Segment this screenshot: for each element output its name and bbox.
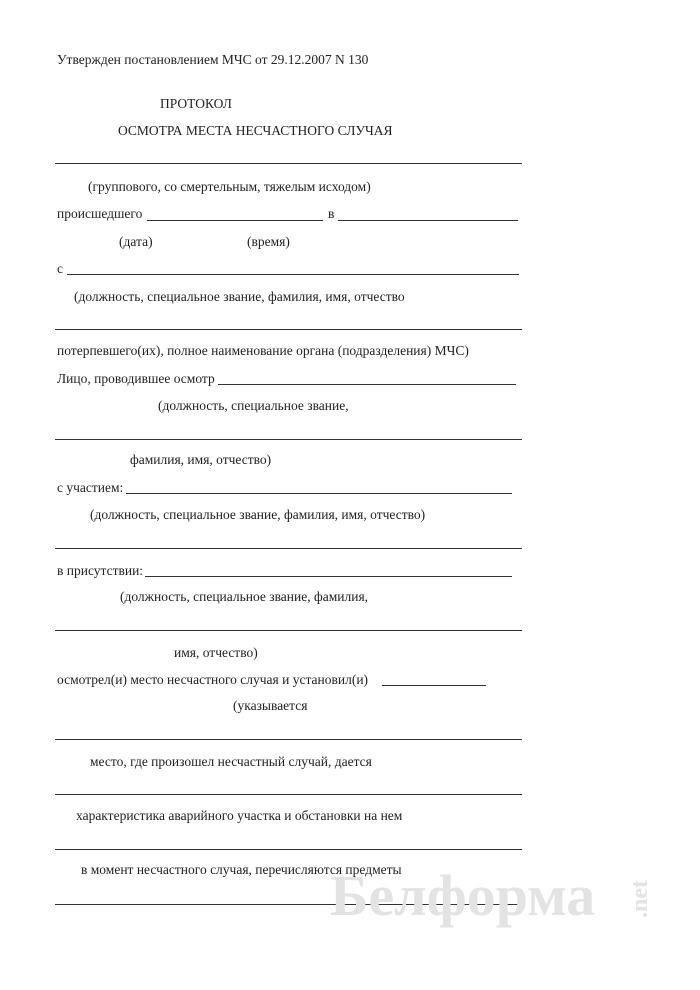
field-inspector[interactable]	[218, 384, 516, 385]
label-presence: в присутствии:	[57, 563, 144, 578]
field-findings-line-2[interactable]	[55, 739, 522, 740]
hint-participation: (должность, специальное звание, фамилия, имя, отчество)	[90, 507, 426, 522]
field-inspector-continued[interactable]	[55, 439, 522, 440]
title-protocol: ПРОТОКОЛ	[160, 96, 232, 111]
label-in: в	[328, 206, 335, 221]
hint-time: (время)	[247, 234, 290, 249]
title-subject: ОСМОТРА МЕСТА НЕСЧАСТНОГО СЛУЧАЯ	[118, 123, 393, 138]
hint-inspector-position: (должность, специальное звание,	[158, 398, 349, 413]
field-date[interactable]	[147, 220, 323, 221]
hint-characteristic: характеристика аварийного участка и обстановки на нем	[76, 808, 403, 823]
hint-presence-name: имя, отчество)	[174, 645, 258, 660]
hint-moment: в момент несчастного случая, перечисляются предметы	[81, 862, 402, 877]
field-findings-line-3[interactable]	[55, 794, 522, 795]
hint-place: место, где произошел несчастный случай, дается	[90, 754, 372, 769]
label-with: с	[57, 261, 63, 276]
hint-presence-position: (должность, специальное звание, фамилия,	[120, 589, 369, 604]
hint-inspector-name: фамилия, имя, отчество)	[130, 452, 272, 467]
field-participation-continued[interactable]	[55, 548, 522, 549]
field-time[interactable]	[338, 220, 518, 221]
hint-accident-type: (группового, со смертельным, тяжелым исходом)	[88, 179, 371, 194]
field-victim[interactable]	[67, 274, 519, 275]
field-presence-continued[interactable]	[55, 630, 522, 631]
victim-continuation: потерпевшего(их), полное наименование органа (подразделения) МЧС)	[57, 343, 469, 358]
label-occurred: происшедшего	[57, 206, 143, 221]
hint-date: (дата)	[119, 234, 153, 249]
hint-victim-position: (должность, специальное звание, фамилия, имя, отчество	[74, 289, 405, 304]
label-inspected: осмотрел(и) место несчастного случая и установил(и)	[57, 672, 369, 687]
field-findings[interactable]	[382, 685, 486, 686]
field-presence[interactable]	[145, 576, 512, 577]
field-accident-type[interactable]	[55, 163, 522, 164]
field-findings-line-4[interactable]	[55, 849, 522, 850]
hint-indicated: (указывается	[233, 698, 308, 713]
watermark-logo: Белформа	[330, 863, 596, 928]
label-participation: с участием:	[57, 480, 124, 495]
label-inspector: Лицо, проводившее осмотр	[57, 371, 215, 386]
watermark-logo-suffix: .net	[627, 880, 653, 918]
approval-note: Утвержден постановлением МЧС от 29.12.2007 N 130	[57, 52, 369, 67]
field-victim-continued[interactable]	[55, 329, 522, 330]
field-participation[interactable]	[126, 493, 512, 494]
